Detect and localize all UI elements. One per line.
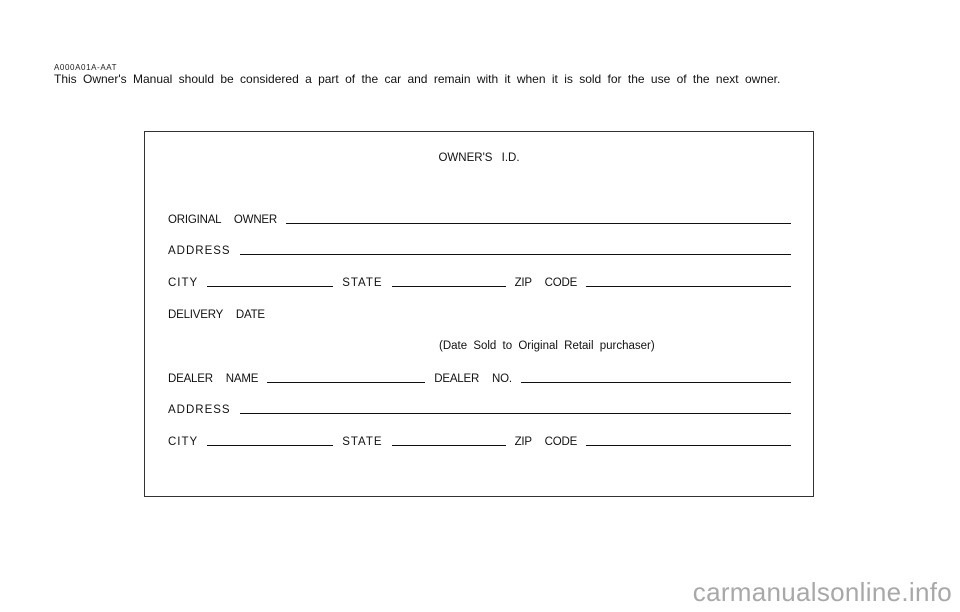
owner-manual-notice: This Owner's Manual should be considered a part of the car and remain with it when it is sold for the use of the next owner. <box>54 72 781 86</box>
owner-city-row <box>168 273 791 289</box>
dealer-state-field[interactable] <box>392 445 506 446</box>
owner-address-label: ADDRESS <box>168 245 231 257</box>
form-title: OWNER'S I.D. <box>438 152 520 164</box>
document-code: A000A01A-AAT <box>54 63 118 72</box>
delivery-date-row <box>168 305 791 321</box>
original-owner-label: ORIGINAL OWNER <box>168 214 278 226</box>
dealer-address-row <box>168 400 791 416</box>
dealer-zip-label: ZIP CODE <box>514 436 578 448</box>
dealer-address-field[interactable] <box>240 413 791 414</box>
site-watermark: carmanualsonline.info <box>692 577 952 607</box>
dealer-state-label: STATE <box>342 436 383 448</box>
dealer-city-row <box>168 432 791 448</box>
dealer-city-field[interactable] <box>207 445 333 446</box>
original-owner-row <box>168 210 791 226</box>
dealer-address-label: ADDRESS <box>168 404 231 416</box>
owner-city-field[interactable] <box>207 286 333 287</box>
delivery-date-note: (Date Sold to Original Retail purchaser) <box>439 340 655 352</box>
owner-address-field[interactable] <box>240 254 791 255</box>
owner-zip-field[interactable] <box>586 286 791 287</box>
owner-city-label: CITY <box>168 277 199 289</box>
owners-id-form <box>144 131 814 497</box>
dealer-no-label: DEALER NO. <box>434 373 512 385</box>
dealer-city-label: CITY <box>168 436 199 448</box>
dealer-name-label: DEALER NAME <box>168 373 259 385</box>
dealer-name-row <box>168 369 791 385</box>
dealer-no-field[interactable] <box>521 382 791 383</box>
dealer-name-field[interactable] <box>267 382 425 383</box>
owner-state-label: STATE <box>342 277 383 289</box>
owner-address-row <box>168 241 791 257</box>
delivery-date-label: DELIVERY DATE <box>168 309 265 321</box>
dealer-zip-field[interactable] <box>586 445 791 446</box>
owner-zip-label: ZIP CODE <box>514 277 578 289</box>
original-owner-field[interactable] <box>286 223 791 224</box>
owner-state-field[interactable] <box>392 286 506 287</box>
